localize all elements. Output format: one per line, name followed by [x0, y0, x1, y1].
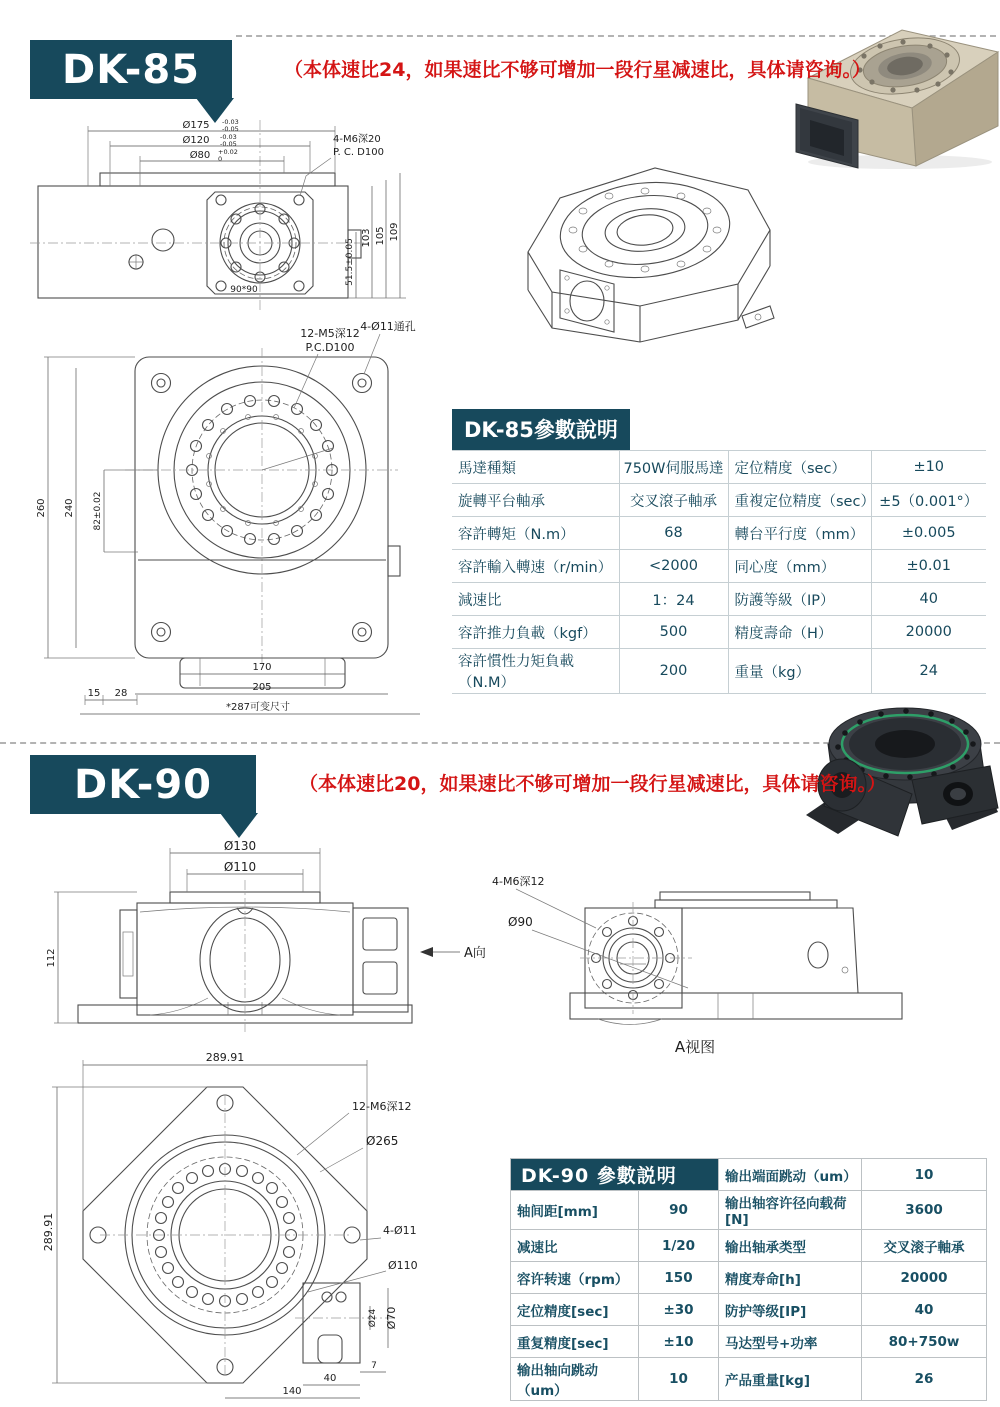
dim-label: 170 [252, 662, 272, 673]
param-label: 重量（kg） [728, 649, 871, 694]
param-label: 产品重量[kg] [719, 1358, 862, 1401]
param-label: 定位精度[sec] [511, 1294, 639, 1326]
thru-hole-note: 4-Ø11通孔 [360, 320, 416, 333]
param-value: ±0.005 [871, 517, 986, 550]
dk85-table-title: DK-85參數說明 [452, 409, 630, 450]
bolt-note: 12-M5深12 [300, 327, 360, 340]
dim-tol: -0.05 [222, 125, 239, 133]
dk85-product-photo [796, 30, 998, 169]
param-value: ±0.01 [871, 550, 986, 583]
dim-label: Ø110 [223, 860, 257, 874]
param-label: 马达型号+功率 [719, 1326, 862, 1358]
dim-label: 7 [371, 1361, 377, 1371]
dim-tol: -0.03 [222, 118, 239, 126]
dim-tol: +0.02 [218, 148, 238, 156]
dim-label: 28 [114, 688, 128, 699]
table-row [511, 1262, 987, 1294]
dk85-model-title: DK-85 [62, 46, 200, 93]
dim-tol: -0.03 [220, 133, 237, 141]
param-value: 24 [871, 649, 986, 694]
dim-label: 103 [361, 228, 372, 248]
param-label: 轴间距[mm] [511, 1191, 639, 1230]
dk90-parameter-table [510, 1158, 986, 1401]
param-label: 旋轉平台軸承 [452, 484, 619, 517]
param-value: 10 [639, 1358, 719, 1401]
dim-label: Ø120 [182, 135, 210, 146]
dim-label: 105 [375, 226, 386, 246]
dk85-parameter-table [452, 409, 986, 694]
param-value: 20000 [871, 616, 986, 649]
pcd-note: P. C. D100 [333, 147, 384, 158]
dim-label: Ø130 [223, 839, 257, 853]
param-label: 馬達種類 [452, 451, 619, 484]
param-label: 容許推力負載（kgf） [452, 616, 619, 649]
dim-label: Ø80 [189, 150, 211, 161]
table-row [452, 451, 986, 484]
table-row [452, 649, 986, 694]
table-row [511, 1191, 987, 1230]
param-label: 重复精度[sec] [511, 1326, 639, 1358]
dim-label: Ø175 [182, 120, 210, 131]
param-value: 750W伺服馬達 [619, 451, 728, 484]
table-row [452, 616, 986, 649]
param-value: 80+750w [862, 1326, 987, 1358]
dim-label: 51.5±0.05 [345, 238, 355, 286]
param-label: 输出轴向跳动（um） [511, 1358, 639, 1401]
param-value: <2000 [619, 550, 728, 583]
param-label: 容许转速（rpm） [511, 1262, 639, 1294]
param-label: 输出轴容许径向载荷[N] [719, 1191, 862, 1230]
dim-label: 240 [64, 498, 75, 518]
bolt-note: 12-M6深12 [352, 1100, 412, 1113]
param-value: 150 [639, 1262, 719, 1294]
dk85-note: （本体速比24，如果速比不够可增加一段行星减速比，具体请咨询。） [284, 59, 871, 81]
dk90-table-title-cell [511, 1159, 719, 1191]
param-label: 减速比 [511, 1230, 639, 1262]
param-label: 防护等级[IP] [719, 1294, 862, 1326]
dk90-table-title: DK-90 參數説明 [511, 1159, 718, 1190]
dim-label: 140 [282, 1386, 302, 1397]
param-label: 同心度（mm） [728, 550, 871, 583]
dim-label: Ø110 [388, 1259, 418, 1272]
param-label: 重複定位精度（sec） [728, 484, 871, 517]
dim-label: 40 [323, 1373, 337, 1384]
dim-label: 112 [46, 948, 57, 968]
view-caption: A视图 [674, 1038, 716, 1056]
dim-label: Ø90 [508, 915, 533, 929]
param-value: 20000 [862, 1262, 987, 1294]
dk85-elevation-drawing [30, 118, 406, 312]
param-value: 交叉滚子軸承 [862, 1230, 987, 1262]
param-value: ±30 [639, 1294, 719, 1326]
dk85-title-banner [30, 40, 232, 99]
param-label: 定位精度（sec） [728, 451, 871, 484]
param-label: 输出端面跳动（um） [719, 1159, 862, 1191]
param-label: 精度寿命[h] [719, 1262, 862, 1294]
table-row [511, 1230, 987, 1262]
table-row [452, 517, 986, 550]
bolt-note: 4-M6深20 [333, 134, 381, 145]
param-label: 输出轴承类型 [719, 1230, 862, 1262]
table-row [511, 1294, 987, 1326]
param-value: 10 [862, 1159, 987, 1191]
param-label: 容許輸入轉速（r/min） [452, 550, 619, 583]
param-value: 交叉滾子軸承 [619, 484, 728, 517]
dim-label: 260 [36, 498, 47, 518]
param-value: 68 [619, 517, 728, 550]
plate-size-label: 90*90 [230, 285, 258, 295]
dk90-note: （本体速比20，如果速比不够可增加一段行星减速比，具体请咨询。） [299, 773, 886, 795]
param-value: 40 [871, 583, 986, 616]
param-label: 精度壽命（H） [728, 616, 871, 649]
dk90-model-title: DK-90 [74, 761, 212, 808]
param-value: ±10 [871, 451, 986, 484]
dim-label: *287可变尺寸 [225, 702, 291, 713]
dim-label: 82±0.02 [93, 491, 103, 531]
table-row [511, 1358, 987, 1401]
dk90-aview-drawing [492, 875, 902, 1056]
param-value: 500 [619, 616, 728, 649]
dim-label: 109 [389, 222, 400, 242]
param-label: 轉台平行度（mm） [728, 517, 871, 550]
dk90-title-banner [30, 755, 256, 814]
param-value: 40 [862, 1294, 987, 1326]
table-row [511, 1159, 987, 1191]
param-label: 容許轉矩（N.m） [452, 517, 619, 550]
param-value: 90 [639, 1191, 719, 1230]
dim-label: 4-Ø11 [383, 1224, 417, 1237]
dim-label: 205 [252, 682, 272, 693]
pcd-note: P.C.D100 [305, 341, 355, 354]
dim-label: 289.91 [42, 1212, 55, 1252]
table-row [511, 1326, 987, 1358]
param-value: 1：24 [619, 583, 728, 616]
param-value: 200 [619, 649, 728, 694]
dim-label: Ø70 [385, 1306, 398, 1330]
table-row [452, 583, 986, 616]
dk85-plan-drawing [36, 319, 420, 714]
param-label: 容許慣性力矩負載（N.M） [452, 649, 619, 694]
param-value: 3600 [862, 1191, 987, 1230]
param-value: ±10 [639, 1326, 719, 1358]
dim-tol: -0.05 [220, 140, 237, 148]
dk90-elevation-drawing [46, 839, 486, 1032]
param-value: ±5（0.001°） [871, 484, 986, 517]
dim-label: 15 [87, 688, 101, 699]
dim-tol: 0 [218, 155, 223, 163]
param-label: 減速比 [452, 583, 619, 616]
param-value: 26 [862, 1358, 987, 1401]
view-arrow-label: A向 [464, 946, 486, 961]
table-row [452, 484, 986, 517]
dk85-isometric-drawing [528, 168, 774, 342]
dim-label: Ø265 [366, 1134, 399, 1148]
param-value: 1/20 [639, 1230, 719, 1262]
dim-label: Ø24 [368, 1308, 378, 1328]
param-label: 防護等級（IP） [728, 583, 871, 616]
dk90-plan-drawing [42, 1051, 418, 1398]
bolt-note: 4-M6深12 [492, 875, 545, 888]
dim-label: 289.91 [205, 1051, 245, 1064]
table-row [452, 550, 986, 583]
